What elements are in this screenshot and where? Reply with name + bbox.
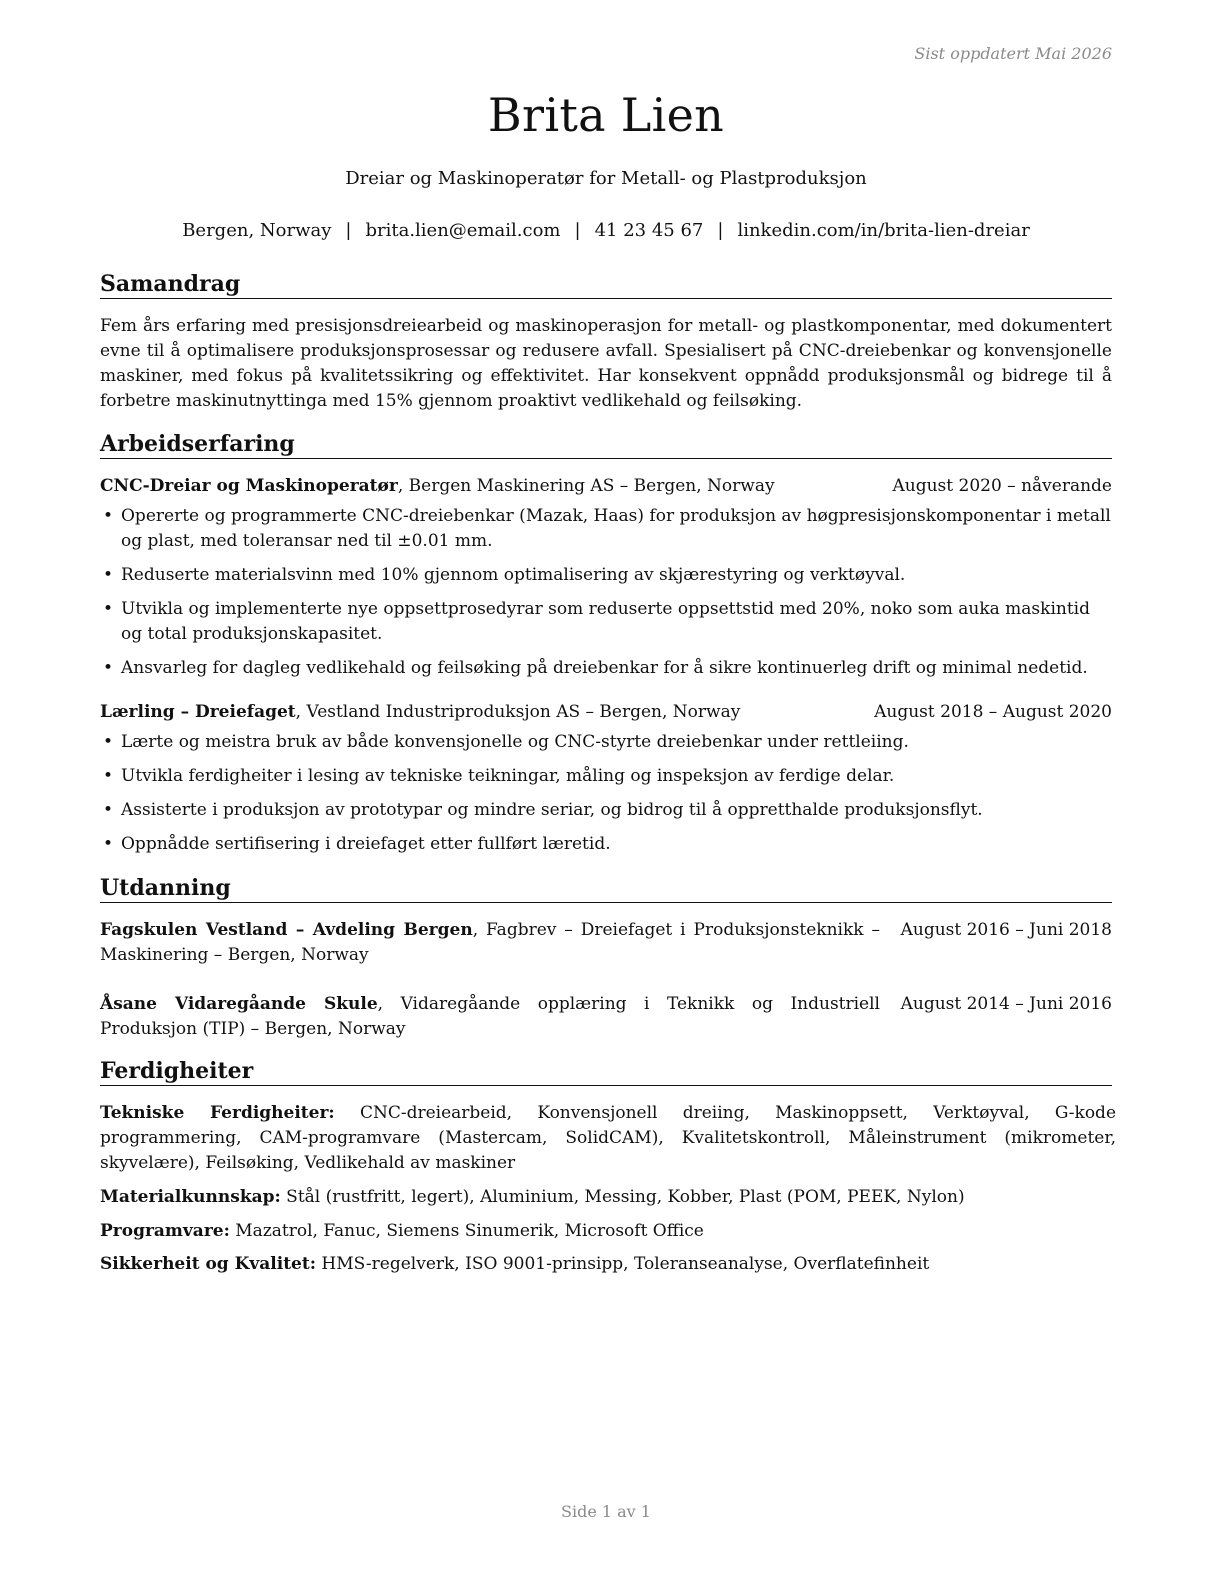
skill-value: CNC-dreiearbeid, Konvensjonell dreiing, Maskinoppsett, Verktøyval, G-kode programmering, CAM-programvare (Mastercam, SolidCAM), Kvalitetskontroll, Måleinstrument (mikrometer, skyvelære), Feilsøking, Vedlikehald av maskiner [100, 1103, 1117, 1173]
candidate-tagline: Dreiar og Maskinoperatør for Metall- og Plastproduksjon [345, 168, 867, 189]
bullet-icon: • [103, 766, 114, 786]
bullet-icon: • [103, 506, 114, 526]
skill-row [100, 1101, 1116, 1176]
section-title-education: Utdanning [100, 875, 1112, 903]
list-item [100, 656, 1112, 681]
bullet-text: Oppnådde sertifisering i dreiefaget etter fullført læretid. [121, 834, 611, 854]
job-employer: , Bergen Maskinering AS – Bergen, Norway [397, 476, 775, 496]
page-number: Side 1 av 1 [561, 1502, 651, 1521]
bullet-text: Lærte og meistra bruk av både konvensjonelle og CNC-styrte dreiebenkar under rettleiing. [121, 732, 909, 752]
bullet-text: Utvikla ferdigheiter i lesing av tekniske teikningar, måling og inspeksjon av ferdige delar. [121, 766, 895, 786]
education-school: Fagskulen Vestland – Avdeling Bergen [100, 920, 473, 940]
bullet-text: Ansvarleg for dagleg vedlikehald og feilsøking på dreiebenkar for å sikre kontinuerleg drift og minimal nedetid. [121, 658, 1088, 678]
section-title-summary: Samandrag [100, 271, 1112, 299]
job-role: CNC-Dreiar og Maskinoperatør [100, 476, 398, 496]
list-item [100, 597, 1112, 647]
skill-label: Tekniske Ferdigheiter: [100, 1103, 335, 1123]
list-item [100, 563, 1112, 588]
job-employer: , Vestland Industriproduksjon AS – Bergen, Norway [295, 702, 741, 722]
education-dates: August 2014 – Juni 2016 [900, 994, 1112, 1014]
education-detail: , Vidaregåande opplæring i Teknikk og Industriell Produksjon (TIP) – Bergen, Norway [100, 994, 880, 1039]
education-text [100, 992, 880, 1042]
job-dates: August 2018 – August 2020 [874, 702, 1112, 722]
job-bullets [100, 504, 1112, 690]
skill-value: Mazatrol, Fanuc, Siemens Sinumerik, Microsoft Office [229, 1221, 704, 1241]
bullet-text: Utvikla og implementerte nye oppsettprosedyrar som reduserte oppsettstid med 20%, noko som auka maskintid og total produksjonskapasitet. [121, 599, 1090, 644]
job-header [100, 474, 1112, 499]
job-role: Lærling – Dreiefaget [100, 702, 296, 722]
resume-page [100, 0, 1117, 1584]
contact-line [100, 220, 1112, 241]
bullet-text: Reduserte materialsvinn med 10% gjennom optimalisering av skjærestyring og verktøyval. [121, 565, 906, 585]
skill-row [100, 1185, 1116, 1210]
section-title-skills: Ferdigheiter [100, 1058, 1112, 1086]
bullet-icon: • [103, 800, 114, 820]
contact-separator: | [574, 220, 581, 241]
list-item [100, 730, 1112, 755]
contact-email[interactable]: brita.lien@email.com [365, 220, 561, 241]
last-updated: Sist oppdatert Mai 2026 [914, 44, 1112, 63]
list-item [100, 798, 1112, 823]
list-item [100, 504, 1112, 554]
education-item [100, 992, 1112, 1042]
skill-row [100, 1219, 1116, 1244]
skill-value: HMS-regelverk, ISO 9001-prinsipp, Toleranseanalyse, Overflatefinheit [316, 1254, 930, 1274]
skill-value: Stål (rustfritt, legert), Aluminium, Messing, Kobber, Plast (POM, PEEK, Nylon) [280, 1187, 965, 1207]
skill-label: Materialkunnskap: [100, 1187, 281, 1207]
candidate-name: Brita Lien [487, 88, 725, 142]
education-dates: August 2016 – Juni 2018 [900, 920, 1112, 940]
bullet-text: Assisterte i produksjon av prototypar og mindre seriar, og bidrog til å oppretthalde produksjonsflyt. [121, 800, 983, 820]
education-school: Åsane Vidaregåande Skule [100, 994, 378, 1014]
skill-label: Programvare: [100, 1221, 230, 1241]
job-header [100, 700, 1112, 725]
contact-location: Bergen, Norway [182, 220, 332, 241]
list-item [100, 764, 1112, 789]
contact-phone[interactable]: 41 23 45 67 [594, 220, 704, 241]
bullet-icon: • [103, 599, 114, 619]
education-detail: , Fagbrev – Dreiefaget i Produksjonsteknikk – Maskinering – Bergen, Norway [100, 920, 880, 965]
contact-separator: | [345, 220, 352, 241]
skill-row [100, 1252, 1116, 1277]
contact-separator: | [717, 220, 724, 241]
education-text [100, 918, 880, 968]
bullet-icon: • [103, 658, 114, 678]
contact-linkedin[interactable]: linkedin.com/in/brita-lien-dreiar [737, 220, 1030, 241]
list-item [100, 832, 1112, 857]
summary-text: Fem års erfaring med presisjonsdreiearbeid og maskinoperasjon for metall- og plastkomponentar, med dokumentert evne til å optimalisere produksjonsprosessar og redusere avfall. Spesialisert på CNC-dreiebenkar og konvensjonelle maskiner, med fokus på kvalitetssikring og effektivitet. Har konsekvent oppnådd produksjonsmål og bidrege til å forbetre maskinutnyttinga med 15% gjennom proaktivt vedlikehald og feilsøking. [100, 316, 1112, 411]
bullet-icon: • [103, 565, 114, 585]
job-dates: August 2020 – nåverande [892, 476, 1112, 496]
bullet-icon: • [103, 834, 114, 854]
bullet-icon: • [103, 732, 114, 752]
bullet-text: Opererte og programmerte CNC-dreiebenkar (Mazak, Haas) for produksjon av høgpresisjonskomponentar i metall og plast, med toleransar ned til ±0.01 mm. [121, 506, 1111, 551]
skill-label: Sikkerheit og Kvalitet: [100, 1254, 316, 1274]
education-item [100, 918, 1112, 968]
section-title-experience: Arbeidserfaring [100, 431, 1112, 459]
job-bullets [100, 730, 1112, 866]
